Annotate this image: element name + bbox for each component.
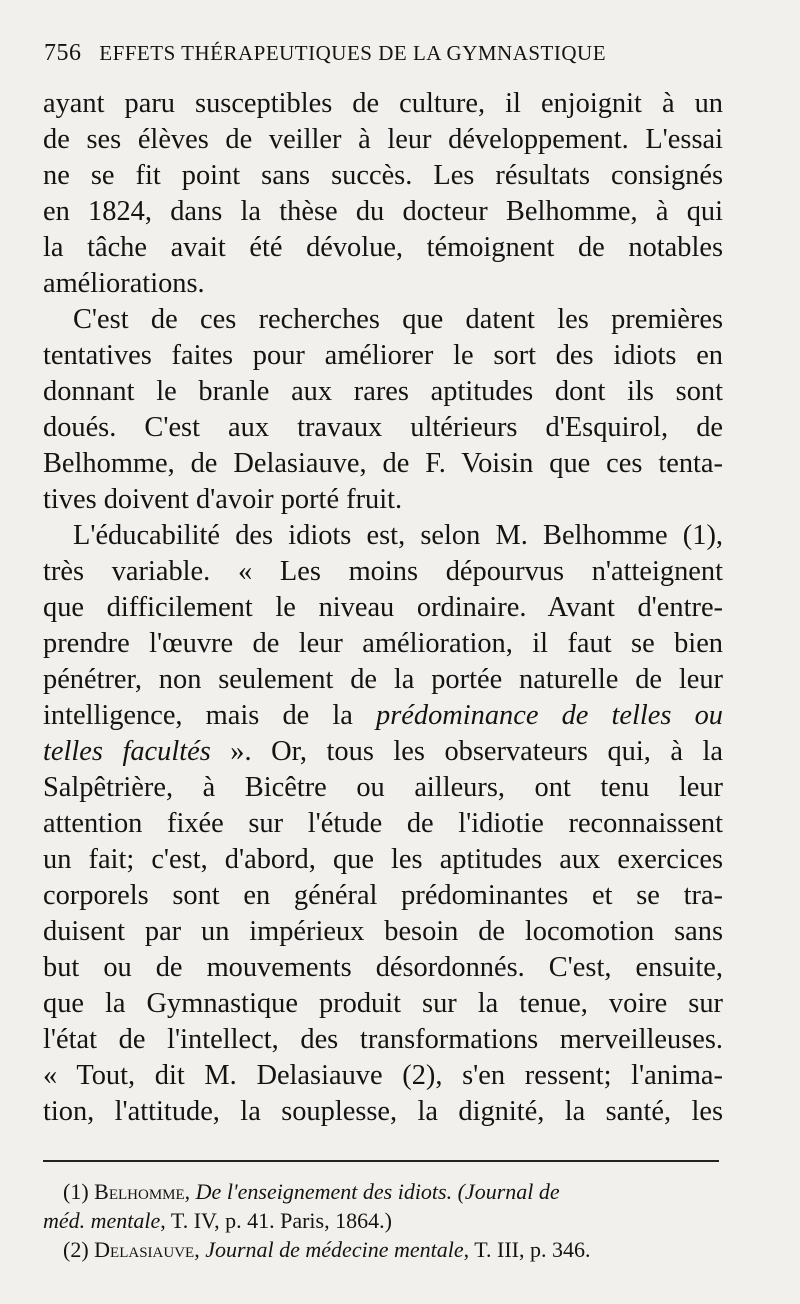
footnote-1: (1) Belhomme, De l'enseignement des idiots. (Journal de xyxy=(63,1179,560,1204)
page-number: 756 xyxy=(44,40,82,66)
text-line: corporels sont en général prédominantes et se tra- xyxy=(43,880,723,911)
text-line: ayant paru susceptibles de culture, il enjoignit à un xyxy=(43,88,723,119)
footnote-journal-cont: méd. mentale xyxy=(43,1208,161,1233)
body-text xyxy=(43,86,723,1130)
text-line: tion, l'attitude, la souplesse, la dignité, la santé, les xyxy=(43,1096,723,1127)
text-line: donnant le branle aux rares aptitudes dont ils sont xyxy=(43,376,723,407)
footnotes xyxy=(43,1177,723,1264)
text-line: que la Gymnastique produit sur la tenue, voire sur xyxy=(43,988,723,1019)
text-line: attention fixée sur l'étude de l'idiotie reconnaissent xyxy=(43,808,723,839)
footnote-rule xyxy=(43,1160,719,1162)
text-line: Belhomme, de Delasiauve, de F. Voisin que ces tenta- xyxy=(43,448,723,479)
text-line: pénétrer, non seulement de la portée naturelle de leur xyxy=(43,664,723,695)
footnote-author: Delasiauve xyxy=(94,1237,195,1262)
footnote-2: (2) Delasiauve, Journal de médecine mentale, T. III, p. 346. xyxy=(63,1237,591,1262)
footnote-details: , T. IV, p. 41. Paris, 1864.) xyxy=(160,1208,392,1233)
text-line: but ou de mouvements désordonnés. C'est, ensuite, xyxy=(43,952,723,983)
text-line: duisent par un impérieux besoin de locomotion sans xyxy=(43,916,723,947)
text-line: tentatives faites pour améliorer le sort des idiots en xyxy=(43,340,723,371)
text-line: prendre l'œuvre de leur amélioration, il faut se bien xyxy=(43,628,723,659)
text-line: tives doivent d'avoir porté fruit. xyxy=(43,484,403,515)
text-line: ne se fit point sans succès. Les résultats consignés xyxy=(43,160,723,191)
text-line: « Tout, dit M. Delasiauve (2), s'en ressent; l'anima- xyxy=(43,1060,723,1091)
text-line: très variable. « Les moins dépourvus n'atteignent xyxy=(43,556,723,587)
text-line: Salpêtrière, à Bicêtre ou ailleurs, ont tenu leur xyxy=(43,772,723,803)
text-line: que difficilement le niveau ordinaire. Avant d'entre- xyxy=(43,592,723,623)
running-title: EFFETS THÉRAPEUTIQUES DE LA GYMNASTIQUE xyxy=(99,41,607,65)
running-head xyxy=(44,40,724,67)
text-line: L'éducabilité des idiots est, selon M. Belhomme (1), xyxy=(73,520,723,551)
text-line-mixed xyxy=(43,698,723,734)
footnote-1-cont xyxy=(43,1206,723,1235)
text-line: la tâche avait été dévolue, témoignent de notables xyxy=(43,232,723,263)
text-line: améliorations. xyxy=(43,268,205,299)
footnote-author: Belhomme xyxy=(94,1179,185,1204)
footnote-journal: Journal de médecine mentale xyxy=(205,1237,464,1262)
text-line-mixed xyxy=(43,734,723,770)
text-line: l'état de l'intellect, des transformations merveilleuses. xyxy=(43,1024,723,1055)
text-line: un fait; c'est, d'abord, que les aptitudes aux exercices xyxy=(43,844,723,875)
footnote-number: (2) xyxy=(63,1237,89,1262)
text-segment: intelligence, mais de la xyxy=(43,700,353,731)
text-segment: ». Or, tous les observateurs qui, à la xyxy=(210,736,723,767)
text-line: C'est de ces recherches que datent les premières xyxy=(73,304,723,335)
text-line: de ses élèves de veiller à leur développement. L'essai xyxy=(43,124,723,155)
text-line: en 1824, dans la thèse du docteur Belhomme, à qui xyxy=(43,196,723,227)
italic-segment: prédominance de telles ou xyxy=(376,700,723,731)
footnote-journal: (Journal de xyxy=(457,1179,560,1204)
text-line: doués. C'est aux travaux ultérieurs d'Esquirol, de xyxy=(43,412,723,443)
footnote-number: (1) xyxy=(63,1179,89,1204)
italic-segment: telles facultés xyxy=(43,736,211,767)
footnote-details: , T. III, p. 346. xyxy=(463,1237,591,1262)
footnote-title: De l'enseignement des idiots. xyxy=(195,1179,453,1204)
